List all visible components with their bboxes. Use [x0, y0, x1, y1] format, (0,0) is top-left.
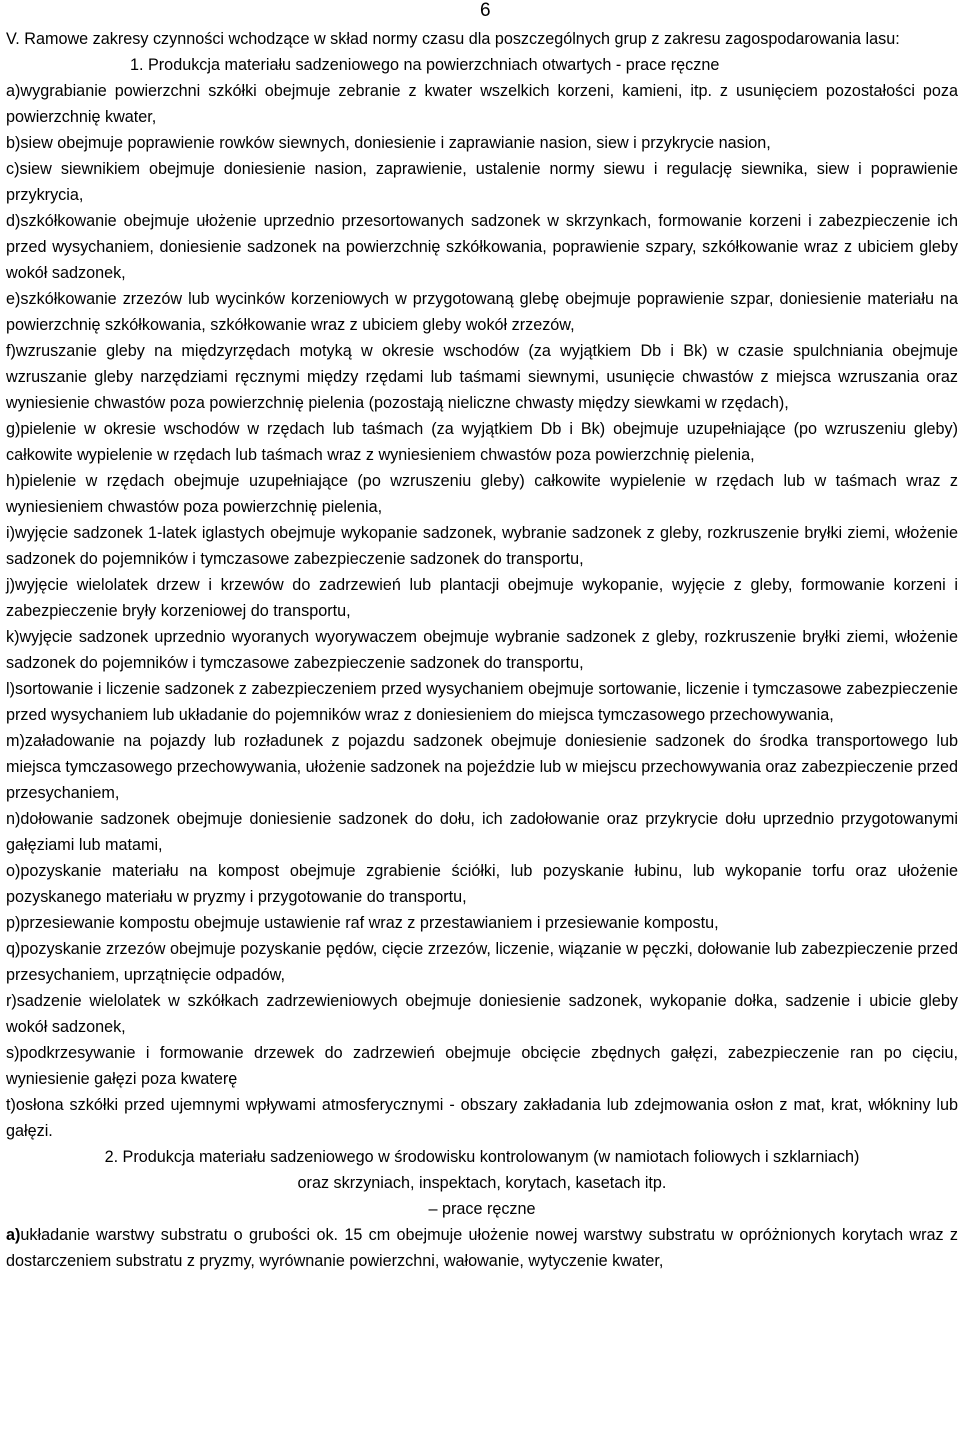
subsection-2-title-line2: oraz skrzyniach, inspektach, korytach, kasetach itp. [297, 1174, 667, 1192]
item-text: osłona szkółki przed ujemnymi wpływami atmosferycznymi - obszary zakładania lub zdejmowania osłon z mat, krat, włókniny lub gałęzi. [6, 1096, 958, 1140]
item-text: wzruszanie gleby na międzyrzędach motyką w okresie wschodów (za wyjątkiem Db i Bk) w czasie spulchniania obejmuje wzruszanie gleby narzędziami ręcznymi między rzędami lub taśmami siewnymi, usunięcie chwastów z miejsca wzruszania oraz wyniesienie chwastów poza powierzchnię pielenia (pozostają nieliczne chwasty między siewkami w rzędach), [6, 342, 958, 412]
list-item [6, 130, 958, 156]
item-label: e) [6, 290, 21, 308]
item-label: o) [6, 862, 21, 880]
list-item [6, 520, 958, 572]
item-label: n) [6, 810, 21, 828]
item-text: siew obejmuje poprawienie rowków siewnych, doniesienie i zaprawianie nasion, siew i przykrycie nasion, [20, 134, 771, 152]
item-label: c) [6, 160, 20, 178]
item-text: sortowanie i liczenie sadzonek z zabezpieczeniem przed wysychaniem obejmuje sortowanie, liczenie i tymczasowe zabezpieczenie przed wysychaniem lub układanie do pojemników wraz z doniesieniem do miejsca tymczasowego przechowywania, [6, 680, 958, 724]
item-label: m) [6, 732, 25, 750]
items-list-1 [6, 78, 958, 1144]
item-label: l) [6, 680, 15, 698]
item-text: załadowanie na pojazdy lub rozładunek z pojazdu sadzonek obejmuje doniesienie sadzonek do środka transportowego lub miejsca tymczasowego przechowywania, ułożenie sadzonek na pojeździe lub w miejscu przechowywania oraz zabezpieczenie przed przesychaniem, [6, 732, 958, 802]
list-item [6, 806, 958, 858]
subsection-1-title: 1. Produkcja materiału sadzeniowego na powierzchniach otwartych - prace ręczne [130, 56, 720, 74]
list-item [6, 286, 958, 338]
subsection-2-title-line3: – prace ręczne [428, 1200, 536, 1218]
list-item [6, 858, 958, 910]
list-item [6, 1040, 958, 1092]
list-item [6, 572, 958, 624]
page-number: 6 [480, 0, 491, 21]
item-text: pozyskanie zrzezów obejmuje pozyskanie pędów, cięcie zrzezów, liczenie, wiązanie w pęczki, dołowanie lub zabezpieczenie przed przesychaniem, uprzątnięcie odpadów, [6, 940, 958, 984]
list-item [6, 988, 958, 1040]
list-item [6, 676, 958, 728]
item-text: sadzenie wielolatek w szkółkach zadrzewieniowych obejmuje doniesienie sadzonek, wykopanie dołka, sadzenie i ubicie gleby wokół sadzonek, [6, 992, 958, 1036]
list-item [6, 416, 958, 468]
items-list-2 [6, 1222, 958, 1274]
list-item [6, 936, 958, 988]
list-item [6, 1222, 958, 1274]
item-text: wyjęcie wielolatek drzew i krzewów do zadrzewień lub plantacji obejmuje wykopanie, wyjęcie z gleby, formowanie korzeni i zabezpieczenie bryły korzeniowej do transportu, [6, 576, 958, 620]
item-label: q) [6, 940, 21, 958]
list-item [6, 78, 958, 130]
item-text: wyjęcie sadzonek uprzednio wyoranych wyorywaczem obejmuje wybranie sadzonek z gleby, rozkruszenie bryłki ziemi, włożenie sadzonek do pojemników i tymczasowe zabezpieczenie sadzonek do transportu, [6, 628, 958, 672]
list-item [6, 208, 958, 286]
item-label: a) [6, 82, 21, 100]
item-label: i) [6, 524, 15, 542]
item-label: a) [6, 1226, 21, 1244]
list-item [6, 338, 958, 416]
subsection-2-title-line1: 2. Produkcja materiału sadzeniowego w środowisku kontrolowanym (w namiotach foliowych i szklarniach) [104, 1148, 860, 1166]
item-label: s) [6, 1044, 20, 1062]
item-label: f) [6, 342, 16, 360]
list-item [6, 728, 958, 806]
document-body [6, 26, 958, 1274]
list-item [6, 468, 958, 520]
item-text: podkrzesywanie i formowanie drzewek do zadrzewień obejmuje obcięcie zbędnych gałęzi, zabezpieczenie ran po cięciu, wyniesienie gałęzi poza kwaterę [6, 1044, 958, 1088]
item-text: wyjęcie sadzonek 1-latek iglastych obejmuje wykopanie sadzonek, wybranie sadzonek z gleby, rozkruszenie bryłki ziemi, włożenie sadzonek do pojemników i tymczasowe zabezpieczenie sadzonek do transportu, [6, 524, 958, 568]
item-text: pielenie w okresie wschodów w rzędach lub taśmach (za wyjątkiem Db i Bk) obejmuje uzupełniające (po wzruszeniu gleby) całkowite wypielenie w rzędach lub taśmach wraz z wyniesieniem chwastów poza powierzchnię pielenia, [6, 420, 958, 464]
item-text: wygrabianie powierzchni szkółki obejmuje zebranie z kwater wszelkich korzeni, kamieni, itp. z usunięciem pozostałości poza powierzchnię kwater, [6, 82, 958, 126]
list-item [6, 156, 958, 208]
item-label: g) [6, 420, 21, 438]
item-text: dołowanie sadzonek obejmuje doniesienie sadzonek do dołu, ich zadołowanie oraz przykrycie dołu uprzednio przygotowanymi gałęziami lub matami, [6, 810, 958, 854]
item-label: t) [6, 1096, 16, 1114]
item-text: szkółkowanie obejmuje ułożenie uprzednio przesortowanych sadzonek w skrzynkach, formowanie korzeni i zabezpieczenie ich przed wysychaniem, doniesienie sadzonek na powierzchnię szkółkowania, poprawienie szpary, szkółkowanie wraz z ubiciem gleby wokół sadzonek, [6, 212, 958, 282]
item-text: układanie warstwy substratu o grubości ok. 15 cm obejmuje ułożenie nowej warstwy substratu w opróżnionych korytach wraz z dostarczeniem substratu z pryzmy, wyrównanie powierzchni, wałowanie, wytyczenie kwater, [6, 1226, 958, 1270]
list-item [6, 624, 958, 676]
item-label: d) [6, 212, 21, 230]
list-item [6, 910, 958, 936]
item-label: j) [6, 576, 15, 594]
item-label: p) [6, 914, 21, 932]
item-label: h) [6, 472, 21, 490]
section-title: V. Ramowe zakresy czynności wchodzące w skład normy czasu dla poszczególnych grup z zakresu zagospodarowania lasu: [6, 30, 900, 48]
item-label: b) [6, 134, 21, 152]
item-text: przesiewanie kompostu obejmuje ustawienie raf wraz z przestawianiem i przesiewanie kompostu, [20, 914, 719, 932]
item-text: siew siewnikiem obejmuje doniesienie nasion, zaprawienie, ustalenie normy siewu i regulację siewnika, siew i poprawienie przykrycia, [6, 160, 958, 204]
item-label: k) [6, 628, 20, 646]
item-text: szkółkowanie zrzezów lub wycinków korzeniowych w przygotowaną glebę obejmuje poprawienie szpar, doniesienie materiału na powierzchnię szkółkowania, szkółkowanie wraz z ubiciem gleby wokół zrzezów, [6, 290, 958, 334]
item-text: pozyskanie materiału na kompost obejmuje zgrabienie ściółki, lub pozyskanie łubinu, lub wykopanie torfu oraz ułożenie pozyskanego materiału w pryzmy i przygotowanie do transportu, [6, 862, 958, 906]
item-label: r) [6, 992, 17, 1010]
item-text: pielenie w rzędach obejmuje uzupełniające (po wzruszeniu gleby) całkowite wypielenie w rzędach lub w taśmach wraz z wyniesieniem chwastów poza powierzchnię pielenia, [6, 472, 958, 516]
list-item [6, 1092, 958, 1144]
